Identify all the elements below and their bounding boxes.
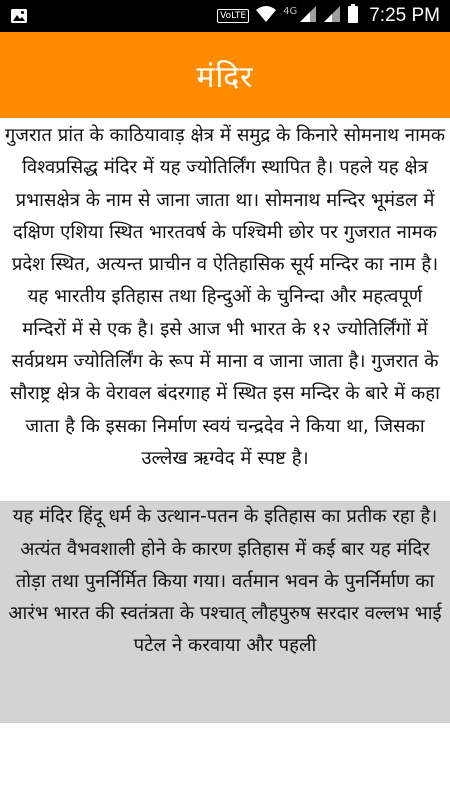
volte-badge: VoLTE [217, 9, 249, 23]
app-bar [0, 32, 450, 118]
status-clock: 7:25 PM [369, 5, 440, 26]
page-title: मंदिर [196, 59, 254, 95]
cell-signal-icon [323, 5, 341, 27]
network-type-label: 4G [283, 5, 298, 17]
content-scroll-area[interactable] [0, 118, 450, 800]
paragraph-1: गुजरात प्रांत के काठियावाड़ क्षेत्र में समुद्र के किनारे सोमनाथ नामक विश्वप्रसिद्ध मंदिर में यह ज्योतिर्लिंग स्थापित है। पहले यह क्षेत्र प्रभासक्षेत्र के नाम से जाना जाता था। सोमनाथ मन्दिर भूमंडल में दक्षिण एशिया स्थित भारतवर्ष के पश्चिमी छोर पर गुजरात नामक प्रदेश स्थित, अत्यन्त प्राचीन व ऐतिहासिक सूर्य मन्दिर का नाम है। यह भारतीय इतिहास तथा हिन्दुओं के चुनिन्दा और महत्वपूर्ण मन्दिरों में से एक है। इसे आज भी भारत के १२ ज्योतिर्लिंगों में सर्वप्रथम ज्योतिर्लिंग के रूप में माना व जाना जाता है। गुजरात के सौराष्ट्र क्षेत्र के वेरावल बंदरगाह में स्थित इस मन्दिर के बारे में कहा जाता है कि इसका निर्माण स्वयं चन्द्रदेव ने किया था, जिसका उल्लेख ऋग्वेद में स्पष्ट है। [0, 118, 450, 475]
battery-icon [347, 4, 359, 28]
paragraph-2: यह मंदिर हिंदू धर्म के उत्थान-पतन के इतिहास का प्रतीक रहा है। अत्यंत वैभवशाली होने के कारण इतिहास में कई बार यह मंदिर तोड़ा तथा पुनर्निर्मित किया गया। वर्तमान भवन के पुनर्निर्माण का आरंभ भारत की स्वतंत्रता के पश्चात् लौहपुरुष सरदार वल्लभ भाई पटेल ने करवाया और पहली [0, 501, 450, 722]
paragraph-spacer [0, 475, 450, 501]
status-bar [0, 0, 450, 32]
image-icon [10, 7, 28, 25]
cell-signal-icon [299, 5, 317, 27]
wifi-icon [255, 5, 277, 27]
status-icons [217, 0, 440, 32]
